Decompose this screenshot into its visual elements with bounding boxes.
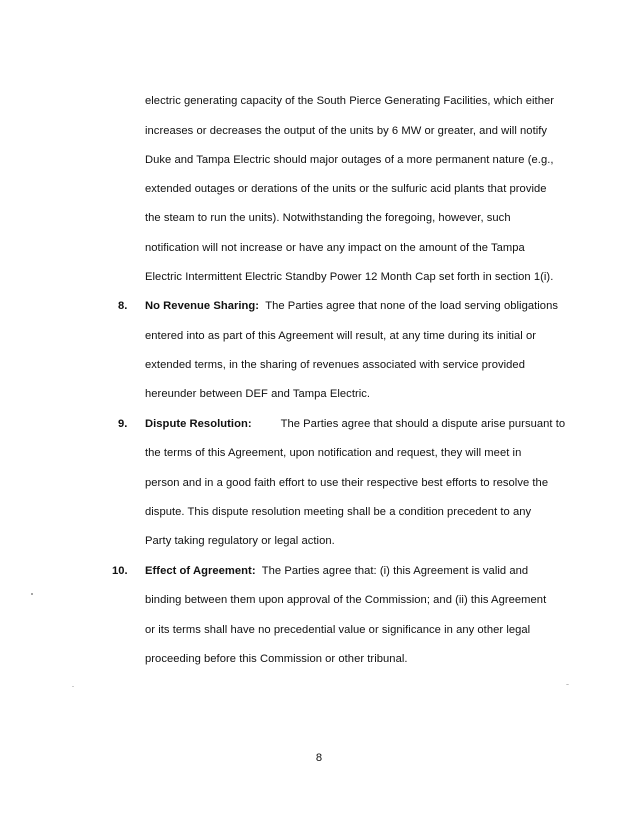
section-line: the terms of this Agreement, upon notification and request, they will meet in xyxy=(145,447,522,459)
section-line: entered into as part of this Agreement will result, at any time during its initial or xyxy=(145,330,537,342)
section-line: dispute. This dispute resolution meeting shall be a condition precedent to any xyxy=(145,506,532,518)
section-number: 10. xyxy=(112,565,128,577)
section-heading: Effect of Agreement: xyxy=(145,565,256,577)
scan-speck xyxy=(566,684,569,685)
section-first-line xyxy=(145,299,558,313)
section-number: 8. xyxy=(118,300,128,312)
section-heading: Dispute Resolution: xyxy=(145,418,252,430)
section-line: Party taking regulatory or legal action. xyxy=(145,535,335,547)
section-line: extended terms, in the sharing of revenues associated with service provided xyxy=(145,359,525,371)
section-text: The Parties agree that none of the load serving obligations xyxy=(265,300,558,312)
section-line: hereunder between DEF and Tampa Electric. xyxy=(145,388,371,400)
section-line: person and in a good faith effort to use their respective best efforts to resolve the xyxy=(145,477,549,489)
section-first-line xyxy=(145,417,565,431)
section-line: binding between them upon approval of the Commission; and (ii) this Agreement xyxy=(145,594,547,606)
section-text: The Parties agree that: (i) this Agreement is valid and xyxy=(261,565,529,577)
intro-line: notification will not increase or have any impact on the amount of the Tampa xyxy=(145,242,525,254)
section-first-line xyxy=(145,564,528,578)
intro-line: Electric Intermittent Electric Standby Power 12 Month Cap set forth in section 1(i). xyxy=(145,271,554,283)
section-line: proceeding before this Commission or other tribunal. xyxy=(145,653,408,665)
section-line: or its terms shall have no precedential value or significance in any other legal xyxy=(145,624,531,636)
intro-line: increases or decreases the output of the units by 6 MW or greater, and will notify xyxy=(145,125,548,137)
intro-line: extended outages or derations of the units or the sulfuric acid plants that provide xyxy=(145,183,547,195)
section-heading: No Revenue Sharing: xyxy=(145,300,260,312)
intro-line: the steam to run the units). Notwithstanding the foregoing, however, such xyxy=(145,212,511,224)
scan-speck xyxy=(72,686,74,687)
intro-line: electric generating capacity of the South Pierce Generating Facilities, which either xyxy=(145,95,555,107)
section-number: 9. xyxy=(118,418,128,430)
section-text: The Parties agree that should a dispute arise pursuant to xyxy=(280,418,566,430)
intro-line: Duke and Tampa Electric should major outages of a more permanent nature (e.g., xyxy=(145,154,554,166)
scan-speck xyxy=(31,593,33,595)
page-number: 8 xyxy=(315,752,323,764)
